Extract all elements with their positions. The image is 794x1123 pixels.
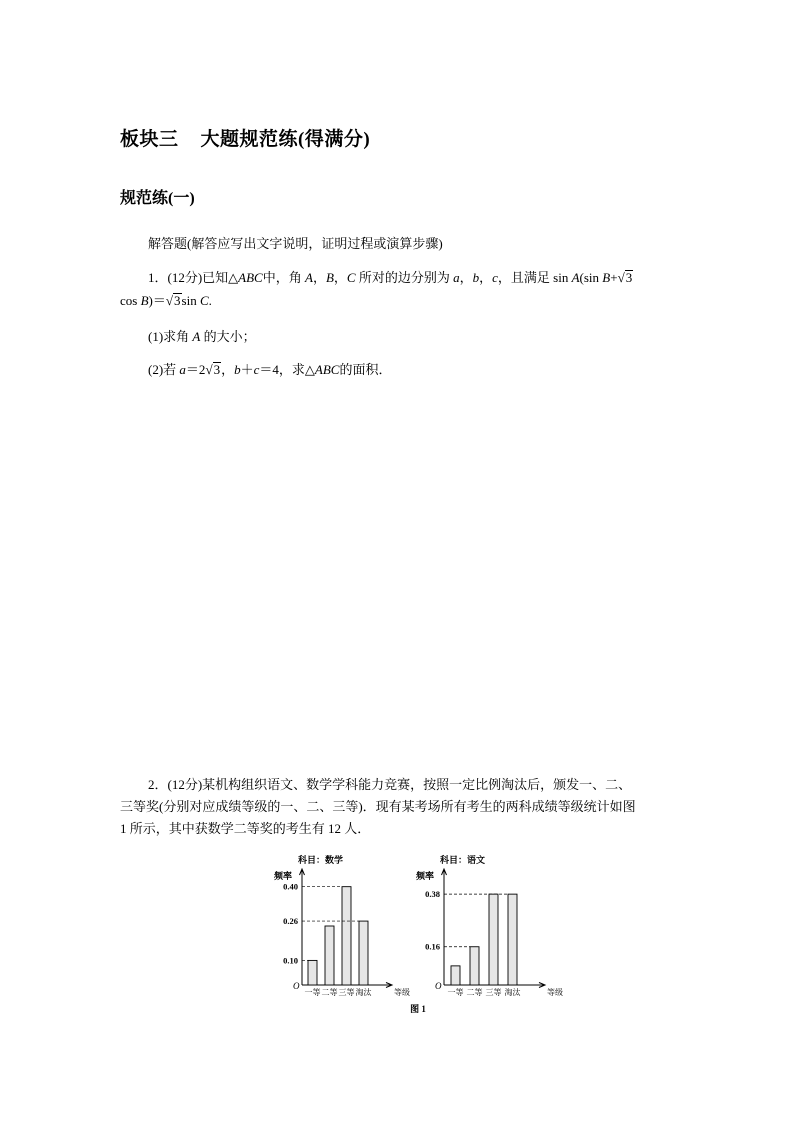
chart1-y-tick-label: 0.26 xyxy=(283,916,298,927)
chart2-origin-label: O xyxy=(435,981,442,991)
chart2-y-tick-label: 0.38 xyxy=(425,889,440,900)
chart2-title: 科目：语文 xyxy=(440,855,486,865)
problem2-line1: 2．(12分)某机构组织语文、数学学科能力竞赛，按照一定比例淘汰后，颁发一、二、 xyxy=(148,777,632,792)
chart2-x-tick-label: 一等 xyxy=(447,988,464,997)
chart2-x-tick-label: 三等 xyxy=(485,988,502,997)
problem1-line2: cos B)＝√3sin C. xyxy=(120,293,212,308)
figure-1 xyxy=(270,852,563,1022)
chart1-bar-4 xyxy=(359,921,368,985)
chart2-bar-4 xyxy=(508,894,517,985)
chart1-x-tick-label: 一等 xyxy=(304,988,321,997)
problem2-line3: 1 所示，其中获数学二等奖的考生有 12 人． xyxy=(120,821,371,836)
instructions: 解答题(解答应写出文字说明，证明过程或演算步骤) xyxy=(148,236,443,251)
figure-caption: 图 1 xyxy=(410,1004,426,1014)
section-title-part: 板块三 xyxy=(120,129,179,150)
chart1-y-tick-label: 0.40 xyxy=(283,881,298,892)
chart1-bar-3 xyxy=(342,887,351,985)
chart1-x-tick-label: 二等 xyxy=(321,988,338,997)
chart2-y-tick-label: 0.16 xyxy=(425,941,440,952)
problem1-question1: (1)求角 A 的大小； xyxy=(148,329,256,344)
chart2-bar-2 xyxy=(470,947,479,985)
section-title xyxy=(120,124,370,151)
subsection-title: 规范练(一) xyxy=(120,190,195,207)
chart1-title: 科目：数学 xyxy=(298,855,344,865)
chart2-x-tick-label: 二等 xyxy=(466,988,483,997)
problem1-question2: (2)若 a＝2√3，b＋c＝4，求△ABC的面积． xyxy=(148,362,392,377)
section-title-part: 大题规范练(得满分) xyxy=(200,129,371,150)
chart1-x-tick-label: 淘汰 xyxy=(355,988,372,997)
chart1-origin-label: O xyxy=(293,981,300,991)
chart2-bar-1 xyxy=(451,966,460,985)
chart2-xlabel: 等级 xyxy=(547,988,563,997)
chart1-x-tick-label: 三等 xyxy=(338,988,355,997)
problem1-line1: 1．(12分)已知△ABC中，角 A，B，C 所对的边分别为 a，b，c，且满足 sin A(sin B+√3 xyxy=(148,270,633,285)
chart1-xlabel: 等级 xyxy=(394,988,410,997)
chart2-ylabel: 频率 xyxy=(416,871,435,881)
chart1-bar-2 xyxy=(325,926,334,985)
chart2-x-tick-label: 淘汰 xyxy=(504,988,521,997)
chart2-bar-3 xyxy=(489,894,498,985)
chart1-bar-1 xyxy=(308,960,317,985)
problem2-line2: 三等奖(分别对应成绩等级的一、二、三等)．现有某考场所有考生的两科成绩等级统计如图 xyxy=(120,799,636,814)
chart1-ylabel: 频率 xyxy=(274,871,293,881)
chart1-y-tick-label: 0.10 xyxy=(283,955,298,966)
